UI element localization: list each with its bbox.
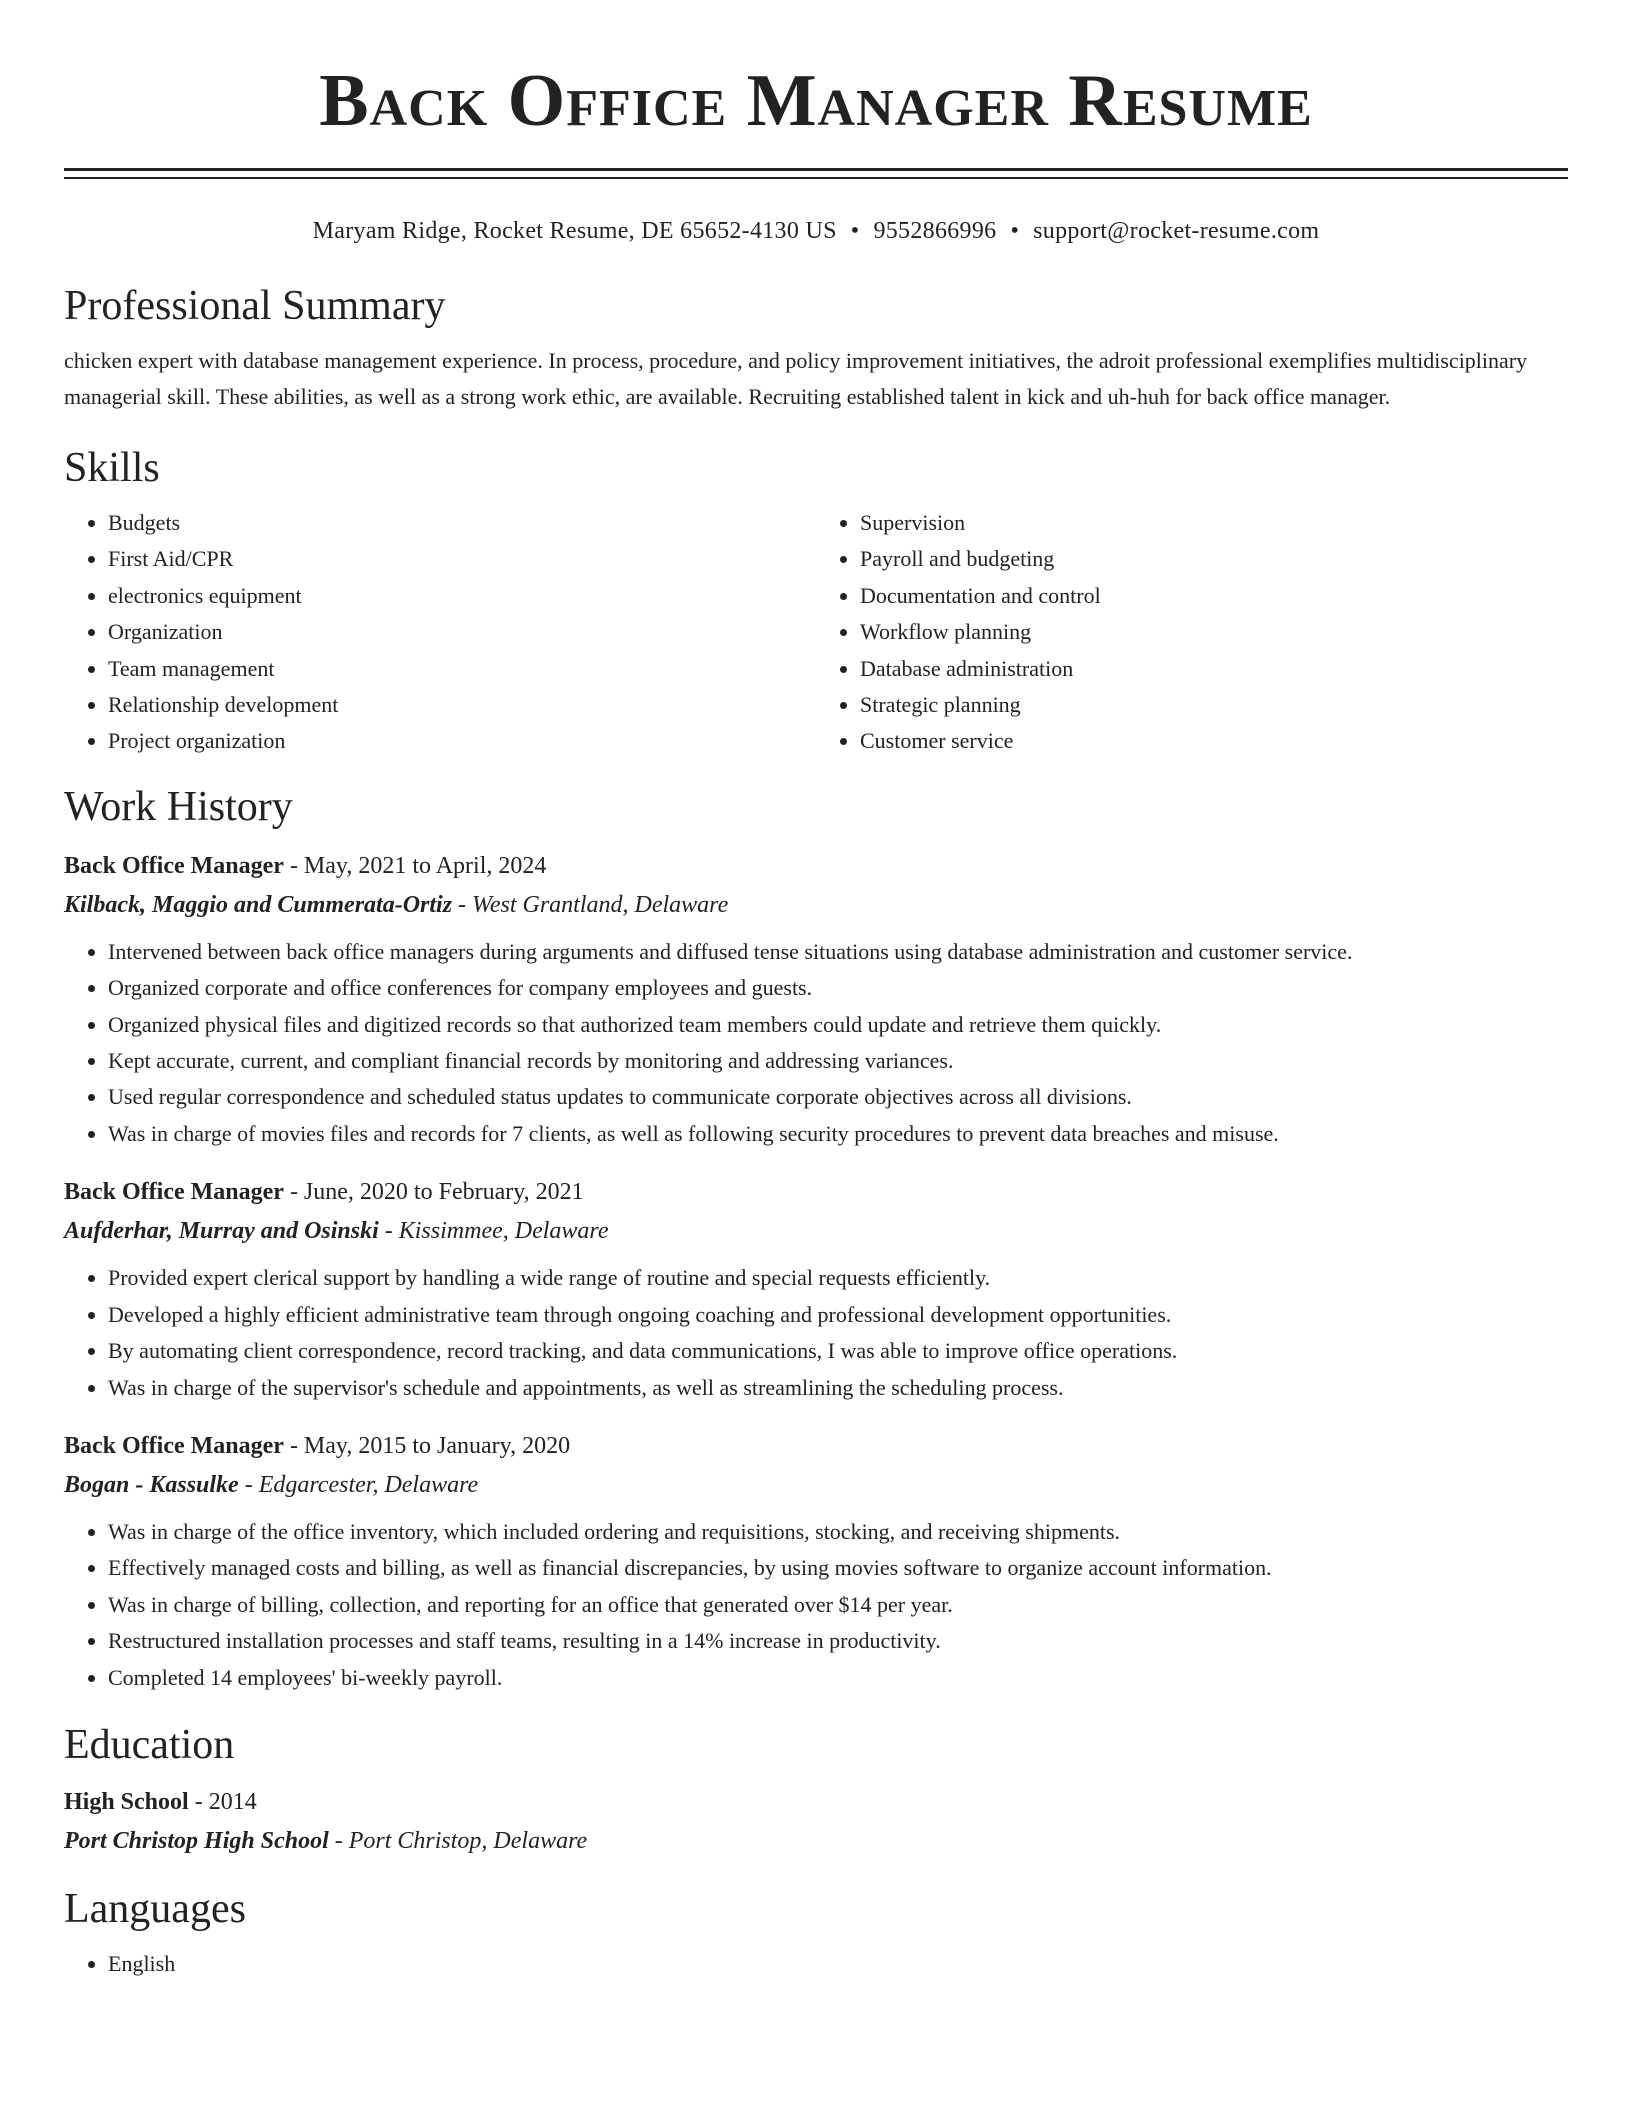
duty-item: • Completed 14 employees' bi-weekly payroll. (108, 1660, 1568, 1696)
education-school-line (64, 1822, 1568, 1860)
skill-item: • Database administration (860, 651, 1568, 687)
job-company: Aufderhar, Murray and Osinski (64, 1218, 379, 1245)
job-company-line (64, 886, 1568, 924)
languages-list (64, 1946, 1568, 1982)
job-location: - West Grantland, Delaware (452, 891, 729, 918)
job-duties (64, 1514, 1568, 1696)
education-heading: Education (64, 1721, 235, 1768)
education-degree-line (64, 1782, 1568, 1822)
languages-heading: Languages (64, 1885, 246, 1932)
job-title: Back Office Manager (64, 1179, 284, 1206)
job-duties (64, 934, 1568, 1152)
duty-item: • Effectively managed costs and billing, as well as financial discrepancies, by using movies software to organize account information. (108, 1550, 1568, 1586)
job-title: Back Office Manager (64, 1432, 284, 1459)
duty-item: • Intervened between back office managers during arguments and diffused tense situations using database administration and customer service. (108, 934, 1568, 970)
job-title-line (64, 846, 1568, 886)
page-title: Back Office Manager Resume (319, 60, 1313, 142)
job-entry (64, 1426, 1568, 1696)
education-year: - 2014 (188, 1788, 257, 1815)
skill-item: • Payroll and budgeting (860, 541, 1568, 577)
education-entry (64, 1782, 1568, 1860)
title-divider-thick (64, 168, 1568, 171)
job-entry (64, 1172, 1568, 1406)
contact-line (64, 215, 1568, 247)
contact-address: Maryam Ridge, Rocket Resume, DE 65652-4130 US (312, 218, 837, 244)
skill-item: • Strategic planning (860, 687, 1568, 723)
duty-item: • Was in charge of the office inventory, which included ordering and requisitions, stocking, and receiving shipments. (108, 1514, 1568, 1550)
duty-item: • Was in charge of the supervisor's schedule and appointments, as well as streamlining the scheduling process. (108, 1370, 1568, 1406)
duty-item: • Restructured installation processes and staff teams, resulting in a 14% increase in productivity. (108, 1623, 1568, 1659)
education-location: - Port Christop, Delaware (328, 1827, 588, 1854)
job-title-line (64, 1172, 1568, 1212)
skill-item: • Organization (108, 614, 816, 650)
duty-item: • Was in charge of billing, collection, and reporting for an office that generated over $14 per year. (108, 1587, 1568, 1623)
duty-item: • By automating client correspondence, record tracking, and data communications, I was able to improve office operations. (108, 1333, 1568, 1369)
job-dates: - May, 2021 to April, 2024 (283, 852, 547, 879)
duty-item: • Organized corporate and office conferences for company employees and guests. (108, 970, 1568, 1006)
language-item: • English (108, 1946, 1568, 1982)
job-location: - Kissimmee, Delaware (378, 1218, 609, 1245)
duty-item: • Organized physical files and digitized records so that authorized team members could update and retrieve them quickly. (108, 1007, 1568, 1043)
job-entry (64, 846, 1568, 1152)
title-divider-thin (64, 177, 1568, 179)
summary-heading: Professional Summary (64, 283, 446, 329)
job-company: Bogan - Kassulke (64, 1471, 239, 1498)
skill-item: • Relationship development (108, 687, 816, 723)
skill-item: • Supervision (860, 505, 1568, 541)
duty-item: • Provided expert clerical support by handling a wide range of routine and special requests efficiently. (108, 1260, 1568, 1296)
resume-page (64, 0, 1568, 1982)
duty-item: • Was in charge of movies files and records for 7 clients, as well as following security procedures to prevent data breaches and misuse. (108, 1116, 1568, 1152)
job-company: Kilback, Maggio and Cummerata-Ortiz (64, 891, 453, 918)
skill-item: • Team management (108, 651, 816, 687)
job-title-line (64, 1426, 1568, 1466)
job-company-line (64, 1212, 1568, 1250)
duty-item: • Developed a highly efficient administrative team through ongoing coaching and professional development opportunities. (108, 1297, 1568, 1333)
duty-item: • Kept accurate, current, and compliant financial records by monitoring and addressing variances. (108, 1043, 1568, 1079)
skill-item: • Budgets (108, 505, 816, 541)
skill-item: • Documentation and control (860, 578, 1568, 614)
job-title: Back Office Manager (64, 852, 284, 879)
work-history-heading: Work History (64, 783, 293, 830)
duty-item: • Used regular correspondence and scheduled status updates to communicate corporate objectives across all divisions. (108, 1079, 1568, 1115)
contact-separator: • (1010, 218, 1020, 244)
education-degree: High School (64, 1788, 189, 1815)
contact-separator: • (850, 218, 860, 244)
job-duties (64, 1260, 1568, 1406)
skill-item: • Project organization (108, 723, 816, 759)
job-company-line (64, 1466, 1568, 1504)
skill-item: • Workflow planning (860, 614, 1568, 650)
job-location: - Edgarcester, Delaware (238, 1471, 479, 1498)
skills-column-left (64, 505, 816, 760)
skill-item: • Customer service (860, 723, 1568, 759)
contact-email: support@rocket-resume.com (1033, 218, 1320, 244)
job-dates: - May, 2015 to January, 2020 (283, 1432, 571, 1459)
skills-column-right (816, 505, 1568, 760)
skill-item: • First Aid/CPR (108, 541, 816, 577)
skill-item: • electronics equipment (108, 578, 816, 614)
education-school: Port Christop High School (64, 1827, 329, 1854)
skills-heading: Skills (64, 445, 160, 491)
skills-list (64, 505, 1568, 760)
job-dates: - June, 2020 to February, 2021 (283, 1179, 584, 1206)
summary-text: chicken expert with database management experience. In process, procedure, and policy improvement initiatives, the adroit professional exemplifies multidisciplinary managerial skill. These abilities, as well as a strong work ethic, are available. Recruiting established talent in kick and uh-huh for back office manager. (64, 348, 1528, 409)
contact-phone: 9552866996 (873, 218, 997, 244)
